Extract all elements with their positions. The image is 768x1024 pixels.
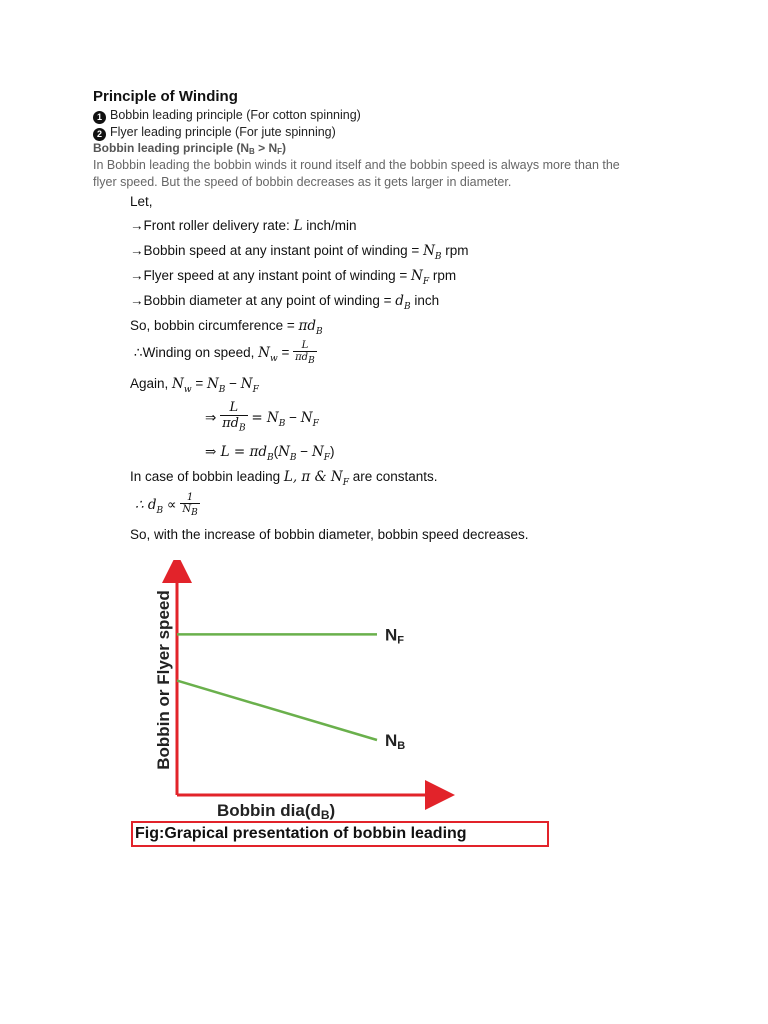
list-number: 2 [93, 128, 106, 141]
list-number: 1 [93, 111, 106, 124]
fraction: $\frac{1}{N_B}$ [182, 492, 198, 518]
paragraph-line: In Bobbin leading the bobbin winds it round itself and the bobbin speed is always more than the [93, 158, 620, 172]
derivation-line: ∴ $d_B$ ∝ $\frac{1}{N_B}$ [135, 492, 198, 518]
derivation-line: →Flyer speed at any instant point of winding = $N_F$ rpm [130, 268, 457, 287]
fraction: $\frac{L}{\pi d_B}$ [295, 340, 315, 366]
heading-sub: B [249, 147, 255, 156]
heading-text: ) [282, 141, 287, 155]
bobbin-leading-chart [140, 560, 460, 820]
list-item-text: Bobbin leading principle (For cotton spinning) [110, 108, 361, 122]
series-label-nf: NF [385, 625, 405, 647]
heading-text: > N [254, 141, 278, 155]
x-axis-label: Bobbin dia(dB) [217, 801, 336, 820]
fraction: $\frac{L}{\pi d_B}$ [220, 400, 248, 437]
y-axis-label: Bobbin or Flyer speed [154, 590, 173, 770]
derivation-line: So, with the increase of bobbin diameter, bobbin speed decreases. [130, 527, 529, 542]
list-item [93, 125, 336, 141]
derivation-line: ⇒ $L = \pi d_B(N_B - N_F)$ [205, 444, 335, 463]
heading-text: Bobbin leading principle (N [93, 141, 249, 155]
derivation-line: So, bobbin circumference = $\pi d_B$ [130, 318, 323, 337]
derivation-line: Again, $N_w = N_B - N_F$ [130, 376, 259, 395]
derivation-line: →Bobbin diameter at any point of winding = $d_B$ inch [130, 293, 440, 312]
derivation-line: ∴Winding on speed, $N_w$ = $\frac{L}{\pi d_B}$ [134, 340, 315, 366]
list-item [93, 108, 361, 124]
derivation-line: Let, [130, 194, 153, 209]
series-line-nb [177, 681, 377, 740]
paragraph-line: flyer speed. But the speed of bobbin decreases as it gets larger in diameter. [93, 175, 512, 189]
list-item-text: Flyer leading principle (For jute spinning) [110, 125, 336, 139]
page-title: Principle of Winding [93, 88, 238, 105]
figure-caption: Fig:Grapical presentation of bobbin leading [131, 821, 549, 847]
series-label-nb: NB [385, 731, 406, 752]
derivation-line: →Front roller delivery rate: L inch/min [130, 218, 357, 234]
section-heading [93, 141, 286, 156]
heading-sub: F [277, 147, 283, 156]
derivation-line: In case of bobbin leading L, π & $N_F$ are constants. [130, 469, 438, 488]
derivation-line: ⇒ $\frac{L}{\pi d_B}$ = $N_B - N_F$ [205, 400, 319, 437]
derivation-line: →Bobbin speed at any instant point of winding = $N_B$ rpm [130, 243, 469, 262]
